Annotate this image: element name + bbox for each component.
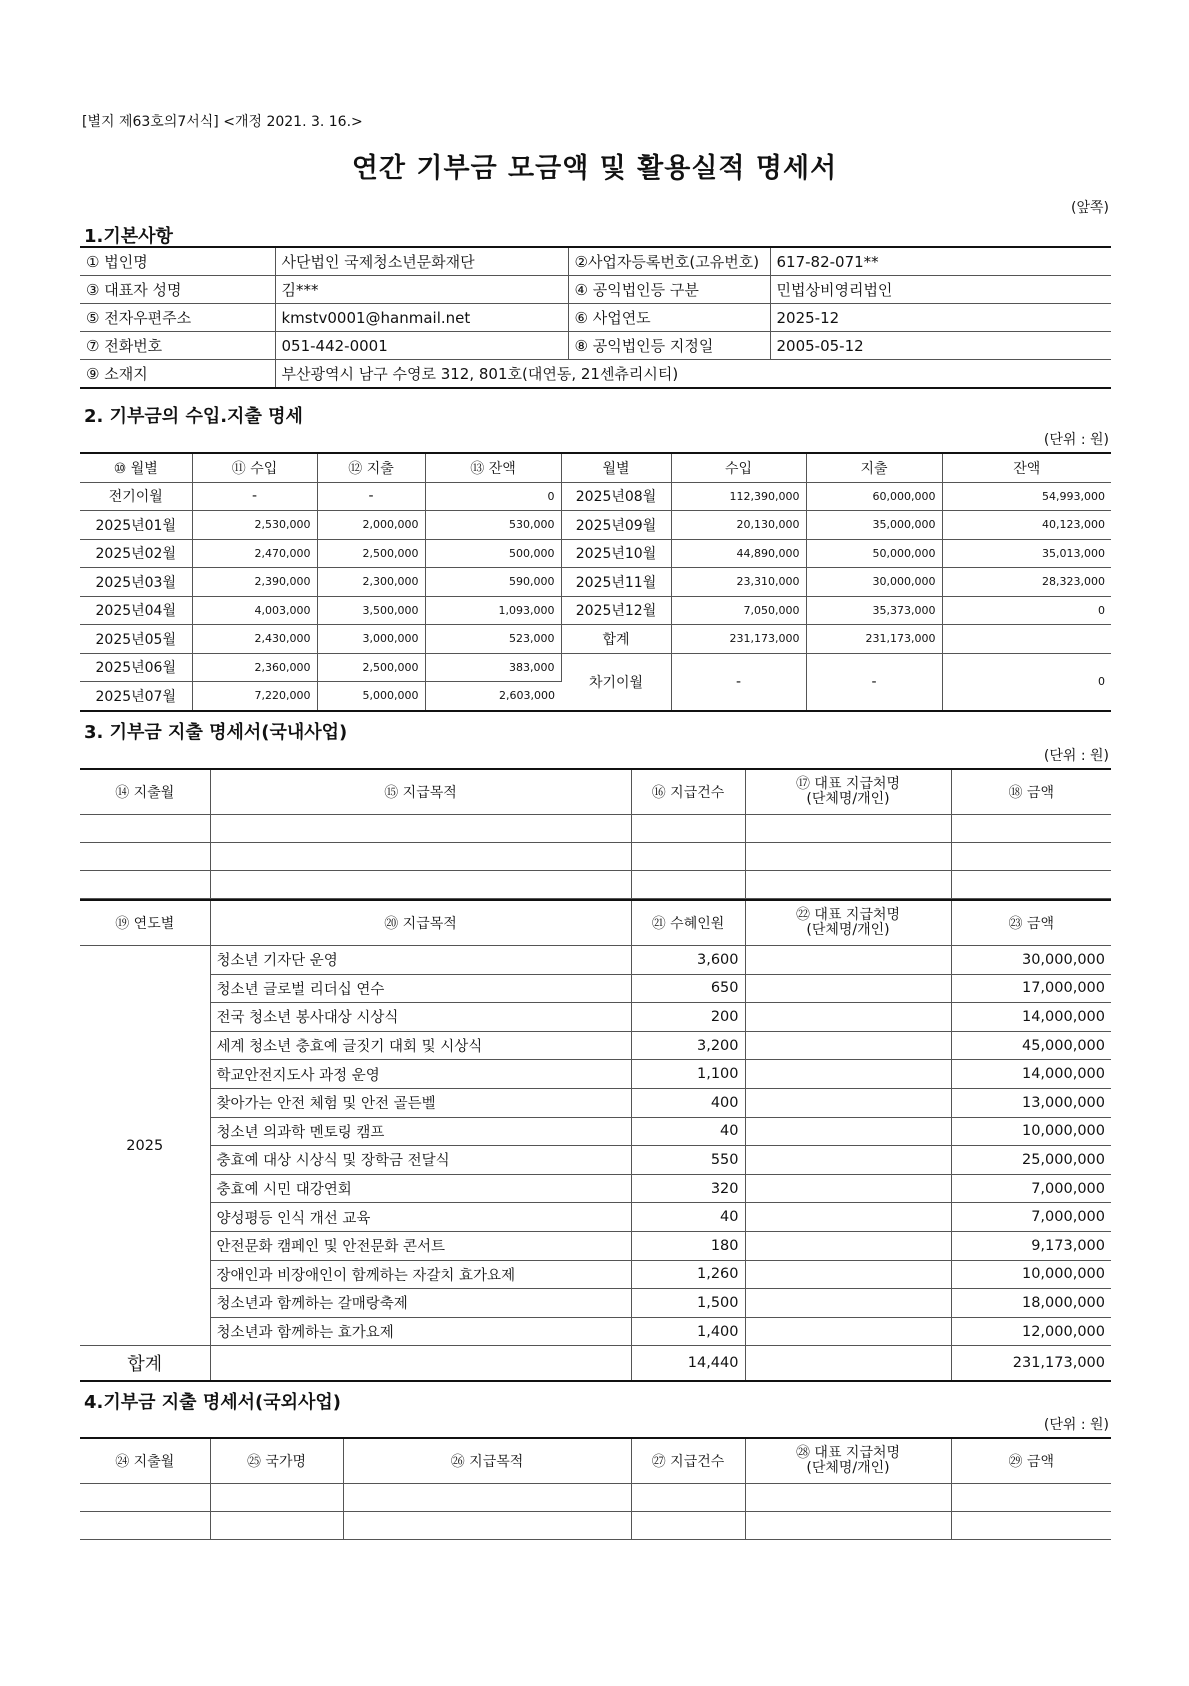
amount-cell: 13,000,000	[951, 1088, 1111, 1117]
carry-forward-income: -	[671, 653, 806, 711]
expense-month-header: ㉔ 지출월	[80, 1438, 210, 1484]
purpose-cell: 청소년 의과학 멘토링 캠프	[210, 1117, 631, 1146]
country-header: ㉕ 국가명	[210, 1438, 343, 1484]
section2-unit: (단위 : 원)	[1043, 432, 1109, 448]
balance-cell: 0	[942, 596, 1111, 625]
expense-cell: 30,000,000	[806, 568, 942, 597]
corp-type-label: ④ 공익법인등 구분	[568, 276, 770, 304]
recipient-cell	[745, 1289, 951, 1318]
income-header: ⑪ 수입	[192, 453, 317, 482]
email-label: ⑤ 전자우편주소	[80, 304, 275, 332]
form-number-label: [별지 제63호의7서식] <개정 2021. 3. 16.>	[82, 114, 363, 130]
recipient-cell	[745, 1317, 951, 1346]
expense-cell: 2,000,000	[317, 511, 425, 540]
month-cell: 2025년07월	[80, 682, 192, 711]
beneficiaries-cell: 180	[631, 1231, 745, 1260]
month-cell: 2025년02월	[80, 539, 192, 568]
balance-cell: 28,323,000	[942, 568, 1111, 597]
expense-cell: 2,500,000	[317, 653, 425, 682]
expense-cell: -	[317, 482, 425, 511]
balance-cell: 383,000	[425, 653, 561, 682]
purpose-cell: 안전문화 캠페인 및 안전문화 콘서트	[210, 1231, 631, 1260]
expense-cell: 50,000,000	[806, 539, 942, 568]
section2-title: 2. 기부금의 수입.지출 명세	[84, 406, 303, 427]
purpose-header: ⑮ 지급목적	[210, 769, 631, 815]
corp-type-value: 민법상비영리법인	[770, 276, 1111, 304]
recipient-cell	[745, 974, 951, 1003]
designation-date-label: ⑧ 공익법인등 지정일	[568, 332, 770, 360]
purpose-item-row	[80, 946, 1111, 975]
table-row	[80, 539, 1111, 568]
beneficiaries-cell: 3,600	[631, 946, 745, 975]
year-header: ⑲ 연도별	[80, 900, 210, 946]
amount-cell: 14,000,000	[951, 1003, 1111, 1032]
beneficiaries-cell: 650	[631, 974, 745, 1003]
section3-unit: (단위 : 원)	[1043, 748, 1109, 764]
total-row	[80, 1346, 1111, 1382]
basic-info-table	[80, 246, 1111, 389]
balance-cell: 523,000	[425, 625, 561, 654]
income-cell: 20,130,000	[671, 511, 806, 540]
expense-cell: 60,000,000	[806, 482, 942, 511]
beneficiaries-cell: 40	[631, 1117, 745, 1146]
income-cell: -	[192, 482, 317, 511]
table-row	[80, 625, 1111, 654]
expense-month-header: ⑭ 지출월	[80, 769, 210, 815]
purpose-item-row	[80, 1317, 1111, 1346]
domestic-header-row	[80, 769, 1111, 815]
income-cell: 44,890,000	[671, 539, 806, 568]
purpose-cell: 세계 청소년 충효예 글짓기 대회 및 시상식	[210, 1031, 631, 1060]
carry-forward-expense: -	[806, 653, 942, 711]
amount-cell: 7,000,000	[951, 1203, 1111, 1232]
purpose-cell: 청소년과 함께하는 효가요제	[210, 1317, 631, 1346]
amount-cell: 10,000,000	[951, 1117, 1111, 1146]
purpose-item-row	[80, 1146, 1111, 1175]
total-balance-cell	[942, 625, 1111, 654]
amount-cell: 9,173,000	[951, 1231, 1111, 1260]
recipient-cell	[745, 1117, 951, 1146]
table-row	[80, 482, 1111, 511]
month-header: 월별	[561, 453, 671, 482]
payment-count-header: ⑯ 지급건수	[631, 769, 745, 815]
purpose-cell: 찾아가는 안전 체험 및 안전 골든벨	[210, 1088, 631, 1117]
document-title: 연간 기부금 모금액 및 활용실적 명세서	[351, 153, 838, 184]
month-cell: 2025년12월	[561, 596, 671, 625]
purpose-cell: 학교안전지도사 과정 운영	[210, 1060, 631, 1089]
expense-header: 지출	[806, 453, 942, 482]
recipient-cell	[745, 1003, 951, 1032]
purpose-item-row	[80, 1031, 1111, 1060]
expense-header: ⑫ 지출	[317, 453, 425, 482]
balance-cell: 0	[425, 482, 561, 511]
expense-cell: 35,000,000	[806, 511, 942, 540]
payment-count-header: ㉗ 지급건수	[631, 1438, 745, 1484]
section3-title: 3. 기부금 지출 명세서(국내사업)	[84, 722, 348, 743]
corp-name-label: ① 법인명	[80, 247, 275, 276]
beneficiaries-cell: 400	[631, 1088, 745, 1117]
table-row	[80, 871, 1111, 899]
table-row	[80, 596, 1111, 625]
total-label: 합계	[561, 625, 671, 654]
income-cell: 4,003,000	[192, 596, 317, 625]
recipient-cell	[745, 1174, 951, 1203]
recipient-header: ⑰ 대표 지급처명 (단체명/개인)	[745, 769, 951, 815]
total-expense-cell: 231,173,000	[806, 625, 942, 654]
phone-value: 051-442-0001	[275, 332, 568, 360]
income-cell: 2,360,000	[192, 653, 317, 682]
purpose-item-row	[80, 1174, 1111, 1203]
month-cell: 2025년05월	[80, 625, 192, 654]
month-header: ⑩ 월별	[80, 453, 192, 482]
month-cell: 2025년04월	[80, 596, 192, 625]
purpose-header: ㉖ 지급목적	[343, 1438, 631, 1484]
amount-cell: 17,000,000	[951, 974, 1111, 1003]
month-cell: 2025년08월	[561, 482, 671, 511]
section4-unit: (단위 : 원)	[1043, 1417, 1109, 1433]
month-cell: 2025년01월	[80, 511, 192, 540]
income-cell: 7,220,000	[192, 682, 317, 711]
amount-header: ⑱ 금액	[951, 769, 1111, 815]
expense-cell: 2,500,000	[317, 539, 425, 568]
recipient-header: ㉒ 대표 지급처명 (단체명/개인)	[745, 900, 951, 946]
carry-forward-label: 차기이월	[561, 653, 671, 711]
address-value: 부산광역시 남구 수영로 312, 801호(대연동, 21센츄리시티)	[275, 360, 1111, 389]
balance-cell: 35,013,000	[942, 539, 1111, 568]
month-cell: 2025년06월	[80, 653, 192, 682]
total-beneficiaries: 14,440	[631, 1346, 745, 1382]
table-row	[80, 568, 1111, 597]
month-cell: 2025년03월	[80, 568, 192, 597]
recipient-cell	[745, 1203, 951, 1232]
address-label: ⑨ 소재지	[80, 360, 275, 389]
total-label: 합계	[80, 1346, 210, 1382]
income-header: 수입	[671, 453, 806, 482]
recipient-cell	[745, 1060, 951, 1089]
amount-cell: 14,000,000	[951, 1060, 1111, 1089]
income-cell: 2,470,000	[192, 539, 317, 568]
amount-header: ㉓ 금액	[951, 900, 1111, 946]
income-expense-table	[80, 452, 1111, 712]
balance-cell: 530,000	[425, 511, 561, 540]
income-header-row	[80, 453, 1111, 482]
beneficiaries-cell: 320	[631, 1174, 745, 1203]
section4-title: 4.기부금 지출 명세서(국외사업)	[84, 1392, 342, 1413]
purpose-cell: 전국 청소년 봉사대상 시상식	[210, 1003, 631, 1032]
table-row	[80, 815, 1111, 843]
balance-cell: 54,993,000	[942, 482, 1111, 511]
basic-row	[80, 332, 1111, 360]
table-row	[80, 843, 1111, 871]
corp-name-value: 사단법인 국제청소년문화재단	[275, 247, 568, 276]
purpose-items	[80, 946, 1111, 1346]
purpose-item-row	[80, 1289, 1111, 1318]
purpose-cell: 양성평등 인식 개선 교육	[210, 1203, 631, 1232]
overseas-expense-table	[80, 1437, 1111, 1540]
balance-header: ⑬ 잔액	[425, 453, 561, 482]
income-cell: 2,430,000	[192, 625, 317, 654]
purpose-item-row	[80, 974, 1111, 1003]
beneficiaries-cell: 40	[631, 1203, 745, 1232]
purpose-item-row	[80, 1060, 1111, 1089]
recipient-cell	[745, 1031, 951, 1060]
year-cell: 2025	[80, 946, 210, 1346]
balance-header: 잔액	[942, 453, 1111, 482]
beneficiaries-cell: 1,500	[631, 1289, 745, 1318]
balance-cell: 1,093,000	[425, 596, 561, 625]
table-row	[80, 1484, 1111, 1512]
beneficiaries-cell: 3,200	[631, 1031, 745, 1060]
recipient-header: ㉘ 대표 지급처명 (단체명/개인)	[745, 1438, 951, 1484]
balance-cell: 40,123,000	[942, 511, 1111, 540]
recipient-cell	[745, 1231, 951, 1260]
expense-cell: 5,000,000	[317, 682, 425, 711]
basic-row	[80, 247, 1111, 276]
section1-title: 1.기본사항	[84, 226, 173, 247]
table-row	[80, 1512, 1111, 1540]
purpose-item-row	[80, 1088, 1111, 1117]
basic-row	[80, 360, 1111, 389]
purpose-item-row	[80, 1260, 1111, 1289]
month-cell: 전기이월	[80, 482, 192, 511]
expense-cell: 2,300,000	[317, 568, 425, 597]
amount-cell: 10,000,000	[951, 1260, 1111, 1289]
income-cell: 2,390,000	[192, 568, 317, 597]
purpose-cell: 청소년 글로벌 리더십 연수	[210, 974, 631, 1003]
beneficiaries-cell: 1,400	[631, 1317, 745, 1346]
month-cell: 2025년09월	[561, 511, 671, 540]
income-cell: 112,390,000	[671, 482, 806, 511]
purpose-item-row	[80, 1203, 1111, 1232]
expense-cell: 35,373,000	[806, 596, 942, 625]
balance-cell: 2,603,000	[425, 682, 561, 711]
expense-cell: 3,000,000	[317, 625, 425, 654]
purpose-header: ⑳ 지급목적	[210, 900, 631, 946]
overseas-header-row	[80, 1438, 1111, 1484]
basic-row	[80, 276, 1111, 304]
purpose-item-row	[80, 1231, 1111, 1260]
purpose-item-row	[80, 1117, 1111, 1146]
domestic-expense-table	[80, 768, 1111, 899]
purpose-item-row	[80, 1003, 1111, 1032]
basic-row	[80, 304, 1111, 332]
purpose-cell: 청소년과 함께하는 갈매랑축제	[210, 1289, 631, 1318]
table-row	[80, 511, 1111, 540]
balance-cell: 590,000	[425, 568, 561, 597]
rep-name-label: ③ 대표자 성명	[80, 276, 275, 304]
beneficiaries-cell: 1,100	[631, 1060, 745, 1089]
amount-cell: 25,000,000	[951, 1146, 1111, 1175]
amount-header: ㉙ 금액	[951, 1438, 1111, 1484]
purpose-cell: 충효예 시민 대강연회	[210, 1174, 631, 1203]
domestic-purpose-table	[80, 899, 1111, 1382]
fiscal-year-label: ⑥ 사업연도	[568, 304, 770, 332]
purpose-header-row	[80, 900, 1111, 946]
beneficiaries-cell: 1,260	[631, 1260, 745, 1289]
designation-date-value: 2005-05-12	[770, 332, 1111, 360]
biz-reg-no-label: ②사업자등록번호(고유번호)	[568, 247, 770, 276]
phone-label: ⑦ 전화번호	[80, 332, 275, 360]
biz-reg-no-value: 617-82-071**	[770, 247, 1111, 276]
amount-cell: 7,000,000	[951, 1174, 1111, 1203]
total-income-cell: 231,173,000	[671, 625, 806, 654]
table-row	[80, 653, 1111, 682]
purpose-cell: 장애인과 비장애인이 함께하는 자갈치 효가요제	[210, 1260, 631, 1289]
purpose-cell: 청소년 기자단 운영	[210, 946, 631, 975]
balance-cell: 500,000	[425, 539, 561, 568]
email-value: kmstv0001@hanmail.net	[275, 304, 568, 332]
carry-forward-balance: 0	[942, 653, 1111, 711]
page-side-label: (앞쪽)	[1071, 200, 1109, 216]
income-cell: 23,310,000	[671, 568, 806, 597]
beneficiaries-cell: 200	[631, 1003, 745, 1032]
recipient-cell	[745, 946, 951, 975]
purpose-cell: 충효예 대상 시상식 및 장학금 전달식	[210, 1146, 631, 1175]
month-cell: 2025년11월	[561, 568, 671, 597]
month-cell: 2025년10월	[561, 539, 671, 568]
amount-cell: 45,000,000	[951, 1031, 1111, 1060]
recipient-cell	[745, 1088, 951, 1117]
rep-name-value: 김***	[275, 276, 568, 304]
recipient-cell	[745, 1146, 951, 1175]
recipient-cell	[745, 1260, 951, 1289]
expense-cell: 3,500,000	[317, 596, 425, 625]
total-amount: 231,173,000	[951, 1346, 1111, 1382]
beneficiaries-cell: 550	[631, 1146, 745, 1175]
amount-cell: 12,000,000	[951, 1317, 1111, 1346]
amount-cell: 30,000,000	[951, 946, 1111, 975]
amount-cell: 18,000,000	[951, 1289, 1111, 1318]
income-cell: 2,530,000	[192, 511, 317, 540]
fiscal-year-value: 2025-12	[770, 304, 1111, 332]
income-cell: 7,050,000	[671, 596, 806, 625]
beneficiaries-header: ㉑ 수혜인원	[631, 900, 745, 946]
